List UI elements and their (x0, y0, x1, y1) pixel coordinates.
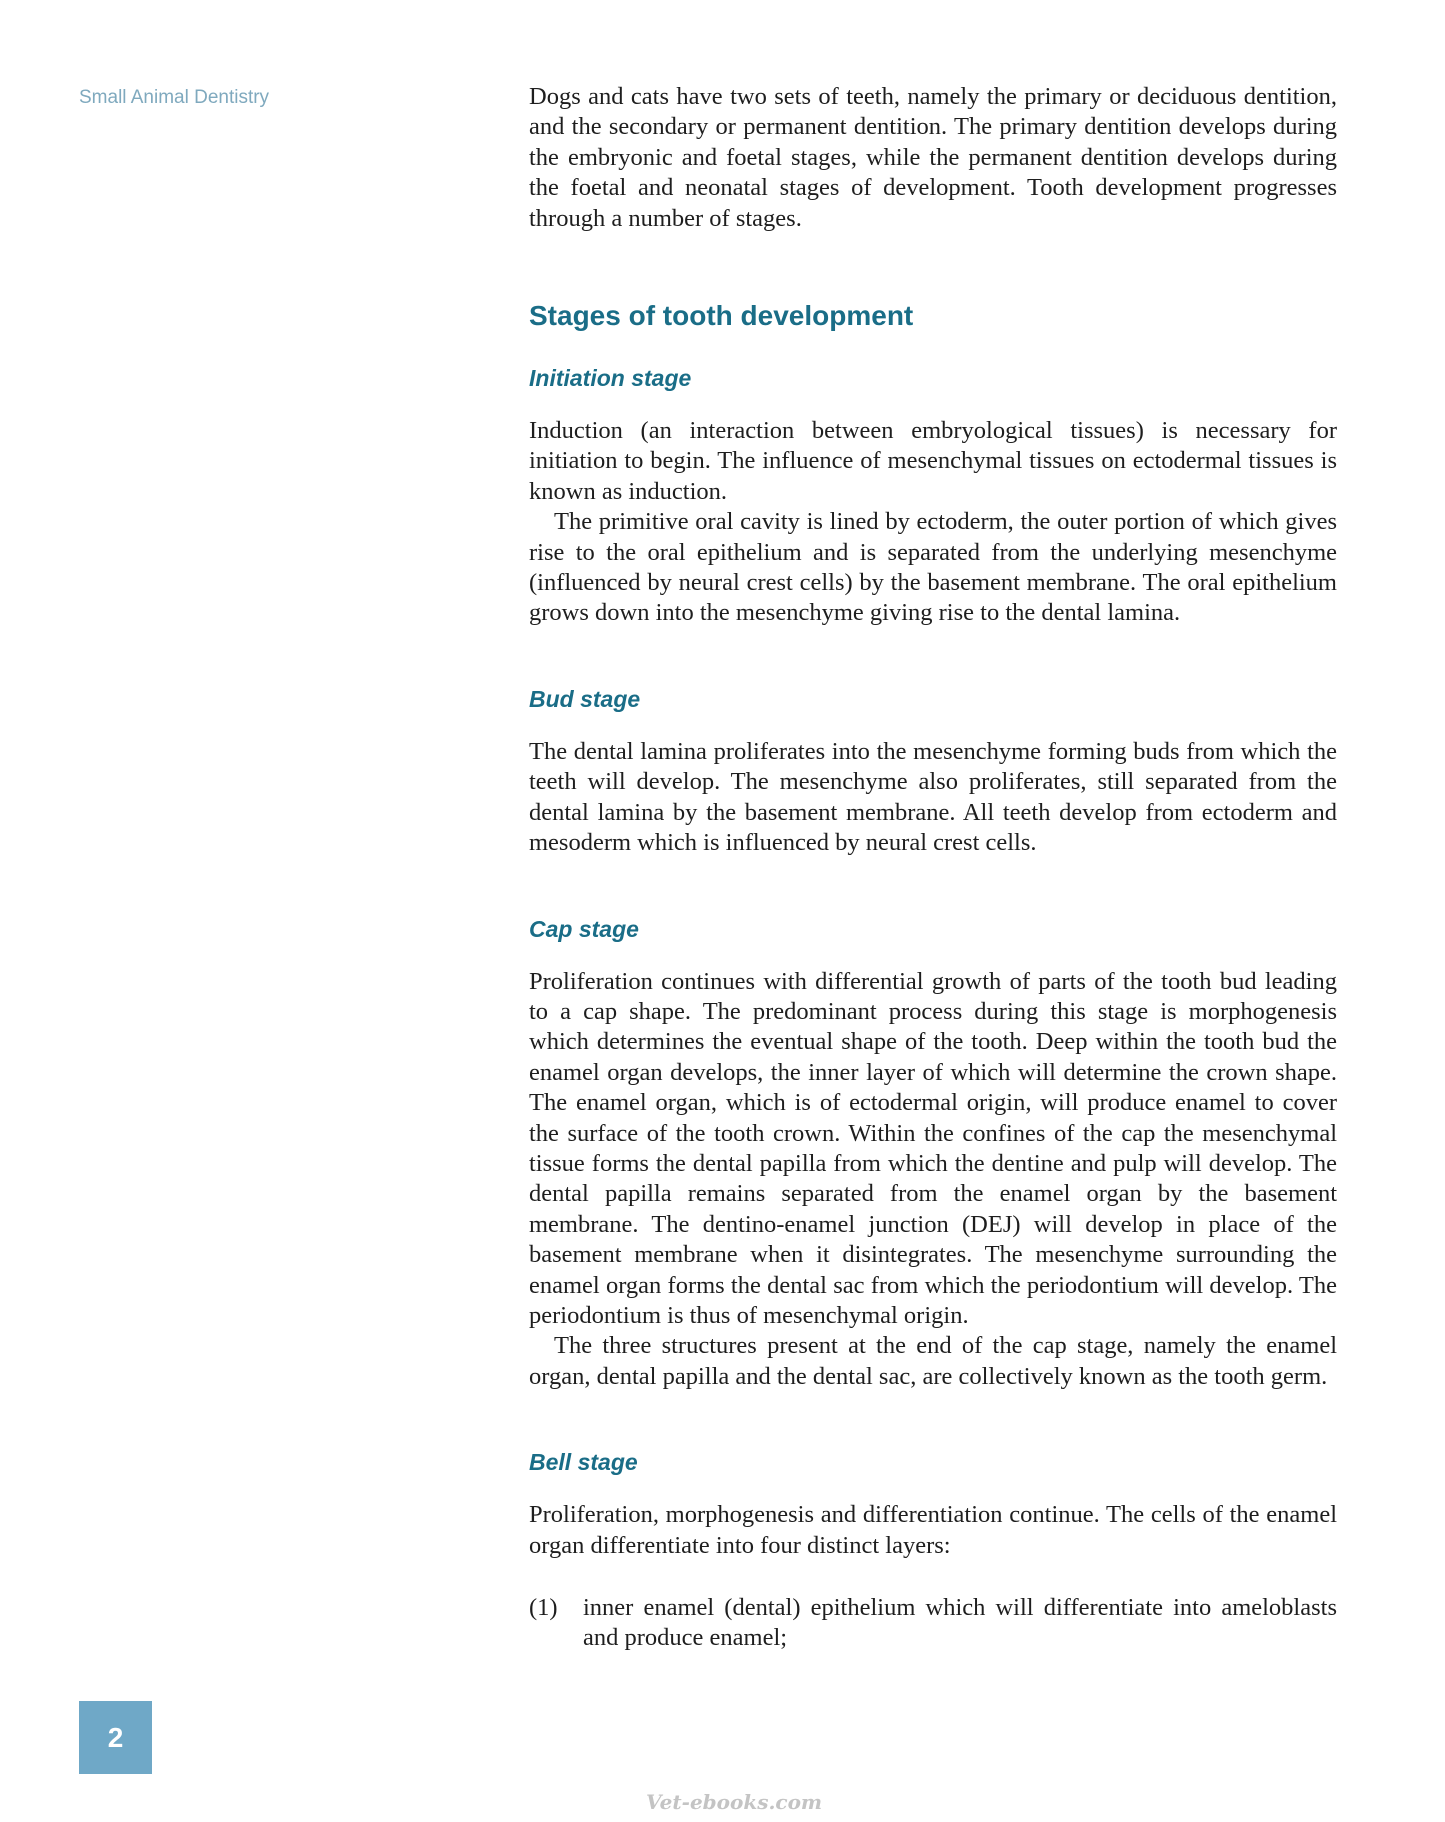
list-item (529, 1593, 1337, 1654)
cap-paragraph-1: Proliferation continues with differential growth of parts of the tooth bud leading to a cap shape. The predominant process during this stage is morphogenesis which determines the eventual shape of the tooth. Deep within the tooth bud the enamel organ develops, the inner layer of which will determine the crown shape. The enamel organ, which is of ectodermal origin, will produce enamel to cover the surface of the tooth crown. Within the confines of the cap the mesenchymal tissue forms the dental papilla from which the dentine and pulp will develop. The dental papilla remains separated from the enamel organ by the basement membrane. The dentino-enamel junction (DEJ) will develop in place of the basement membrane when it disintegrates. The mesenchyme surrounding the enamel organ forms the dental sac from which the periodontium will develop. The periodontium is thus of mesenchymal origin. (529, 967, 1337, 1329)
bud-stage-heading: Bud stage (529, 685, 641, 712)
intro-paragraph: Dogs and cats have two sets of teeth, namely the primary or deciduous dentition, and the secondary or permanent dentition. The primary dentition develops during the embryonic and foetal stages, while the permanent dentition develops during the foetal and neonatal stages of development. Tooth development progresses through a number of stages. (529, 83, 1337, 232)
initiation-paragraph-1: Induction (an interaction between embryological tissues) is necessary for initiation to begin. The influence of mesenchymal tissues on ectodermal tissues is known as induction. (529, 417, 1337, 505)
page-number-badge (79, 1701, 152, 1774)
list-item-number: (1) (529, 1594, 558, 1621)
bud-paragraph-1: The dental lamina proliferates into the mesenchyme forming buds from which the teeth will develop. The mesenchyme also proliferates, still separated from the dental lamina by the basement membrane. All teeth develop from ectoderm and mesoderm which is influenced by neural crest cells. (529, 737, 1337, 857)
watermark: Vet-ebooks.com (646, 1790, 823, 1814)
cap-paragraph-2: The three structures present at the end of the cap stage, namely the enamel organ, dental papilla and the dental sac, are collectively known as the tooth germ. (529, 1332, 1337, 1390)
section-heading: Stages of tooth development (529, 300, 914, 332)
initiation-paragraph-2: The primitive oral cavity is lined by ectoderm, the outer portion of which gives rise to the oral epithelium and is separated from the underlying mesenchyme (influenced by neural crest cells) by the basement membrane. The oral epithelium grows down into the mesenchyme giving rise to the dental lamina. (529, 508, 1337, 627)
bell-stage-heading: Bell stage (529, 1449, 638, 1476)
list-item-text: inner enamel (dental) epithelium which will differentiate into ameloblasts and produce enamel; (583, 1594, 1337, 1652)
bell-paragraph-1: Proliferation, morphogenesis and differentiation continue. The cells of the enamel organ differentiate into four distinct layers: (529, 1501, 1337, 1559)
initiation-stage-heading: Initiation stage (529, 365, 692, 392)
running-head: Small Animal Dentistry (79, 87, 270, 108)
page-number: 2 (107, 1721, 124, 1753)
cap-stage-heading: Cap stage (529, 915, 639, 942)
bell-layers-list (529, 1593, 1337, 1654)
main-text-column (529, 82, 1337, 1654)
